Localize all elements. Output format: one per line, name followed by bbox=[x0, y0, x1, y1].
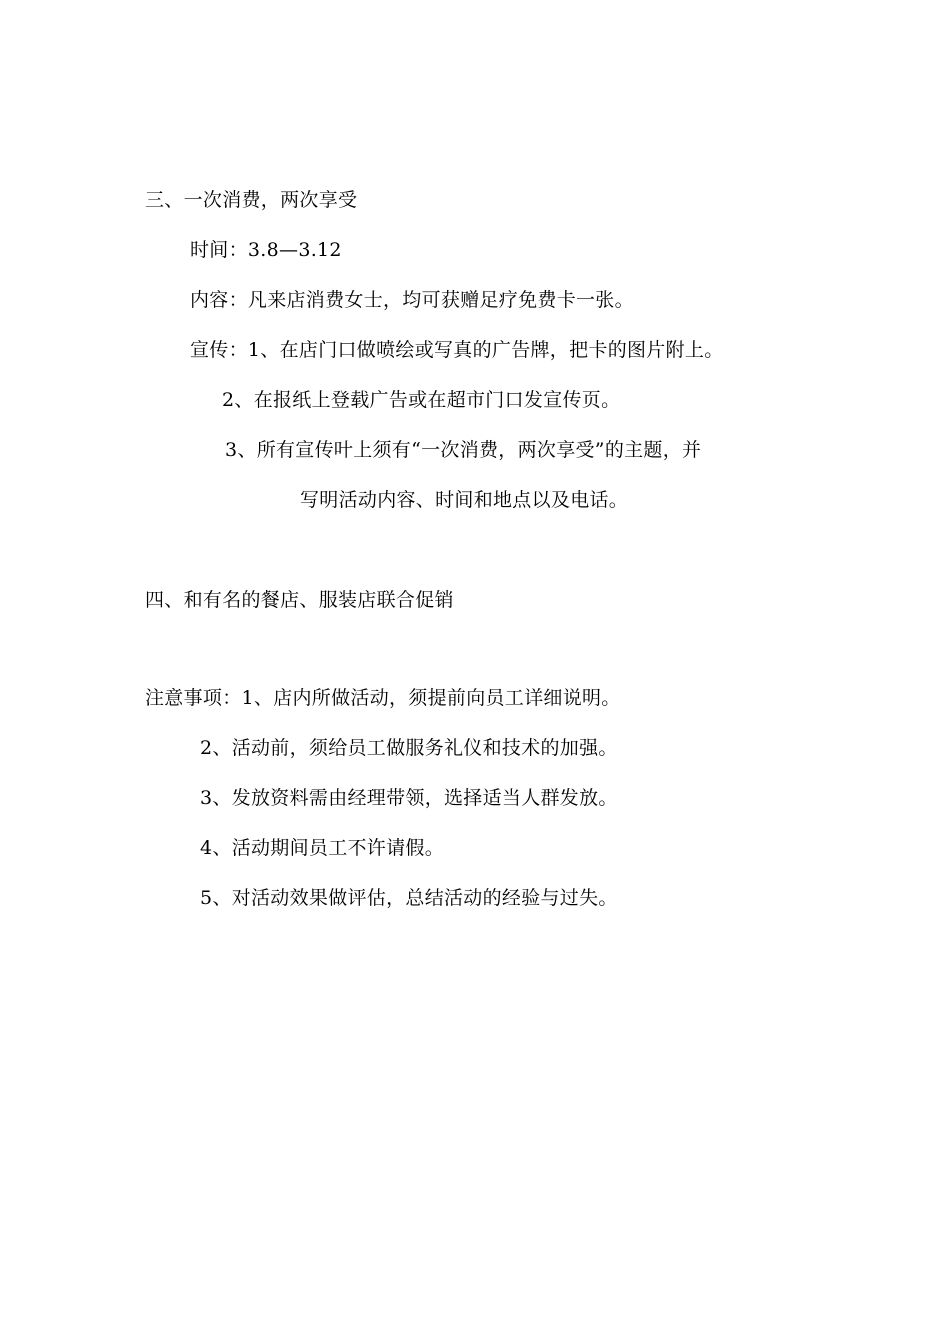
section-3-heading: 三、一次消费，两次享受 bbox=[145, 189, 358, 211]
section-3-promo-2: 2、在报纸上登载广告或在超市门口发宣传页。 bbox=[222, 389, 621, 411]
notes-item-5: 5、对活动效果做评估，总结活动的经验与过失。 bbox=[200, 887, 618, 909]
section-3-promo-1: 宣传：1、在店门口做喷绘或写真的广告牌，把卡的图片附上。 bbox=[190, 339, 724, 361]
section-3-promo-3b: 写明活动内容、时间和地点以及电话。 bbox=[300, 489, 629, 511]
section-3-time: 时间：3.8—3.12 bbox=[190, 239, 342, 261]
notes-item-2: 2、活动前，须给员工做服务礼仪和技术的加强。 bbox=[200, 737, 618, 759]
notes-item-3: 3、发放资料需由经理带领，选择适当人群发放。 bbox=[200, 787, 618, 809]
notes-item-1: 注意事项：1、店内所做活动，须提前向员工详细说明。 bbox=[145, 687, 621, 709]
section-4-heading: 四、和有名的餐店、服装店联合促销 bbox=[145, 589, 454, 611]
section-3-promo-3a: 3、所有宣传叶上须有“一次消费，两次享受”的主题，并 bbox=[225, 439, 702, 461]
section-3-content: 内容：凡来店消费女士，均可获赠足疗免费卡一张。 bbox=[190, 289, 634, 311]
notes-item-4: 4、活动期间员工不许请假。 bbox=[200, 837, 444, 859]
